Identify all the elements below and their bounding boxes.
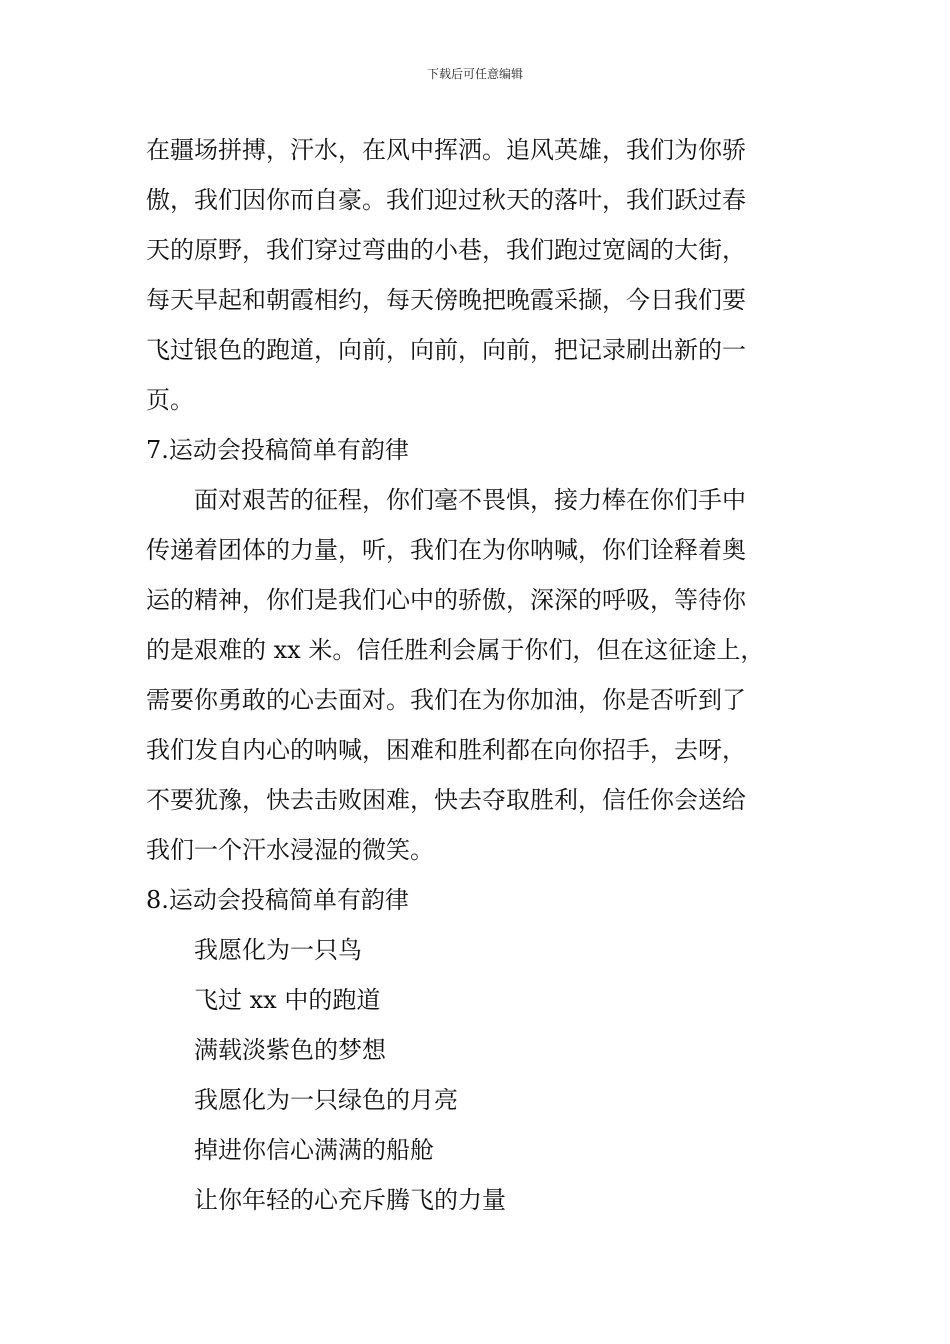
paragraph-line: 傲，我们因你而自豪。我们迎过秋天的落叶，我们跃过春 — [146, 186, 746, 214]
poem-line: 让你年轻的心充斥腾飞的力量 — [194, 1186, 506, 1214]
paragraph-line: 不要犹豫，快去击败困难，快去夺取胜利，信任你会送给 — [146, 786, 746, 814]
paragraph-line: 页。 — [146, 386, 194, 414]
poem-line: 我愿化为一只鸟 — [194, 936, 362, 964]
document-body — [146, 125, 810, 1225]
page-header: 下载后可任意编辑 — [426, 67, 523, 81]
poem-line: 满载淡紫色的梦想 — [194, 1036, 386, 1064]
poem-line: 飞过 xx 中的跑道 — [194, 986, 381, 1014]
paragraph-line: 面对艰苦的征程，你们毫不畏惧，接力棒在你们手中 — [194, 486, 746, 514]
paragraph-line: 在疆场拼搏，汗水，在风中挥洒。追风英雄，我们为你骄 — [146, 136, 746, 164]
paragraph-line: 运的精神，你们是我们心中的骄傲，深深的呼吸，等待你 — [146, 586, 746, 614]
poem-line: 掉进你信心满满的船舱 — [194, 1136, 434, 1164]
paragraph-line: 每天早起和朝霞相约，每天傍晚把晚霞采撷，今日我们要 — [146, 286, 746, 314]
section-heading-8: 8.运动会投稿简单有韵律 — [146, 886, 409, 914]
paragraph-line: 传递着团体的力量，听，我们在为你呐喊，你们诠释着奥 — [146, 536, 746, 564]
section-heading-7: 7.运动会投稿简单有韵律 — [146, 436, 409, 464]
paragraph-line: 需要你勇敢的心去面对。我们在为你加油，你是否听到了 — [146, 686, 746, 714]
paragraph-line: 的是艰难的 xx 米。信任胜利会属于你们，但在这征途上， — [146, 636, 765, 664]
paragraph-line: 我们发自内心的呐喊，困难和胜利都在向你招手，去呀， — [146, 736, 746, 764]
poem-line: 我愿化为一只绿色的月亮 — [194, 1086, 458, 1114]
paragraph-line: 我们一个汗水浸湿的微笑。 — [146, 836, 434, 864]
paragraph-line: 天的原野，我们穿过弯曲的小巷，我们跑过宽阔的大街， — [146, 236, 746, 264]
paragraph-line: 飞过银色的跑道，向前，向前，向前，把记录刷出新的一 — [146, 336, 746, 364]
